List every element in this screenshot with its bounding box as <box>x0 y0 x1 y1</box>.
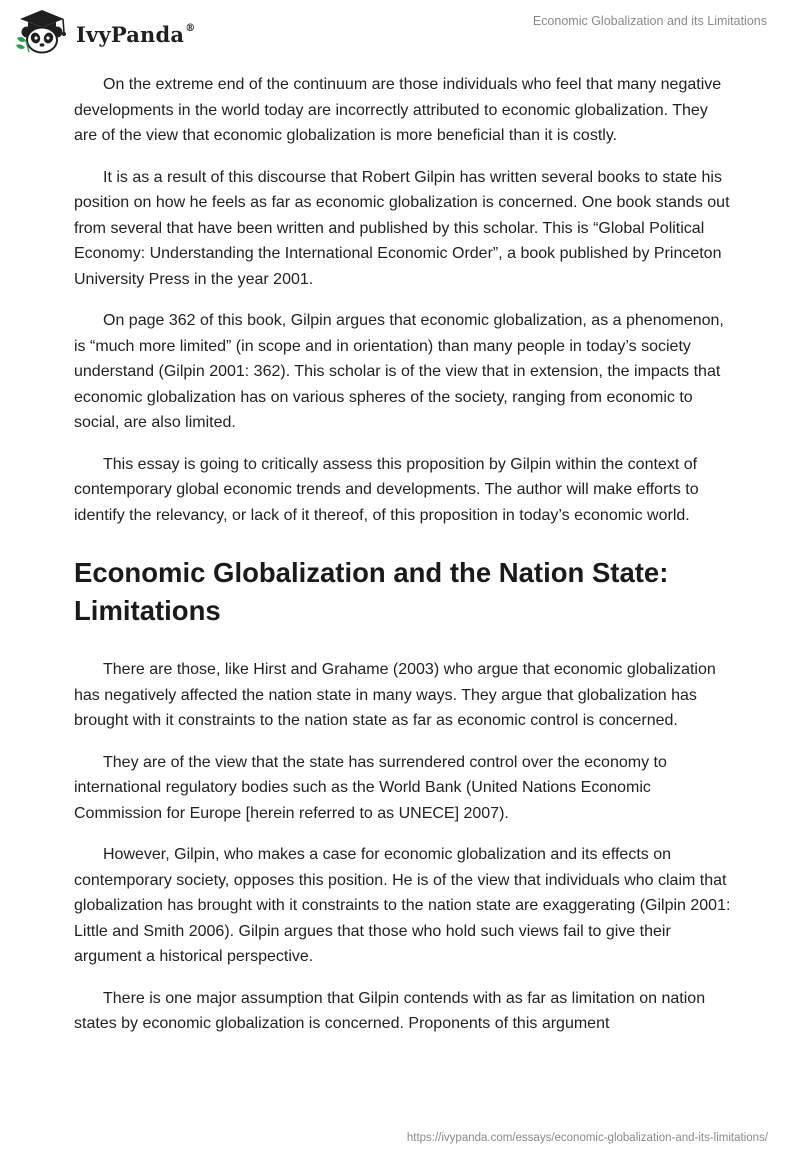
paragraph: They are of the view that the state has surrendered control over the economy to international regulatory bodies such as the World Bank (United Nations Economic Commission for Europe [herein referred to as UNECE] 2007). <box>74 753 667 822</box>
paragraph: On the extreme end of the continuum are those individuals who feel that many negative developments in the world today are incorrectly attributed to economic globalization. They are of the view that economic globalization is more beneficial than it is costly. <box>74 76 722 144</box>
paragraph: It is as a result of this discourse that Robert Gilpin has written several books to state his position on how he feels as far as economic globalization is concerned. One book stands out from several that have been written and published by this scholar. This is “Global Political Economy: Understanding the International Economic Order”, a book published by Princeton University Press in the year 2001. <box>74 168 730 288</box>
source-url[interactable]: https://ivypanda.com/essays/economic-globalization-and-its-limitations/ <box>406 1132 768 1144</box>
registered-mark: ® <box>185 22 196 34</box>
page-header <box>0 0 800 60</box>
ivypanda-logo[interactable] <box>14 8 195 56</box>
logo-wordmark: IvyPanda® <box>76 21 196 47</box>
section-heading: Economic Globalization and the Nation State: Limitations <box>74 557 669 626</box>
essay-content <box>74 72 734 1053</box>
panda-graduation-cap-icon <box>14 8 70 56</box>
paragraph: There is one major assumption that Gilpin contends with as far as limitation on nation states by economic globalization is concerned. Proponents of this argument <box>74 989 706 1032</box>
paragraph: However, Gilpin, who makes a case for economic globalization and its effects on contemporary society, opposes this position. He is of the view that individuals who claim that globalization has brought with it constraints to the nation state are exaggerating (Gilpin 2001: Little and Smith 2006). Gilpin argues that those who hold such views fail to give their argument a historical perspective. <box>74 846 731 965</box>
paragraph: On page 362 of this book, Gilpin argues that economic globalization, as a phenomenon, is “much more limited” (in scope and in orientation) than many people in today’s society understand (Gilpin 2001: 362). This scholar is of the view that in extension, the impacts that economic globalization has on various spheres of the society, ranging from economic to social, are also limited. <box>74 312 724 431</box>
paragraph: There are those, like Hirst and Grahame (2003) who argue that economic globalization has negatively affected the nation state in many ways. They argue that globalization has brought with it constraints to the nation state as far as economic control is concerned. <box>74 661 716 729</box>
document-title: Economic Globalization and its Limitations <box>532 14 767 28</box>
paragraph: This essay is going to critically assess this proposition by Gilpin within the context of contemporary global economic trends and developments. The author will make efforts to identify the relevancy, or lack of it thereof, of this proposition in today’s economic world. <box>74 455 699 524</box>
